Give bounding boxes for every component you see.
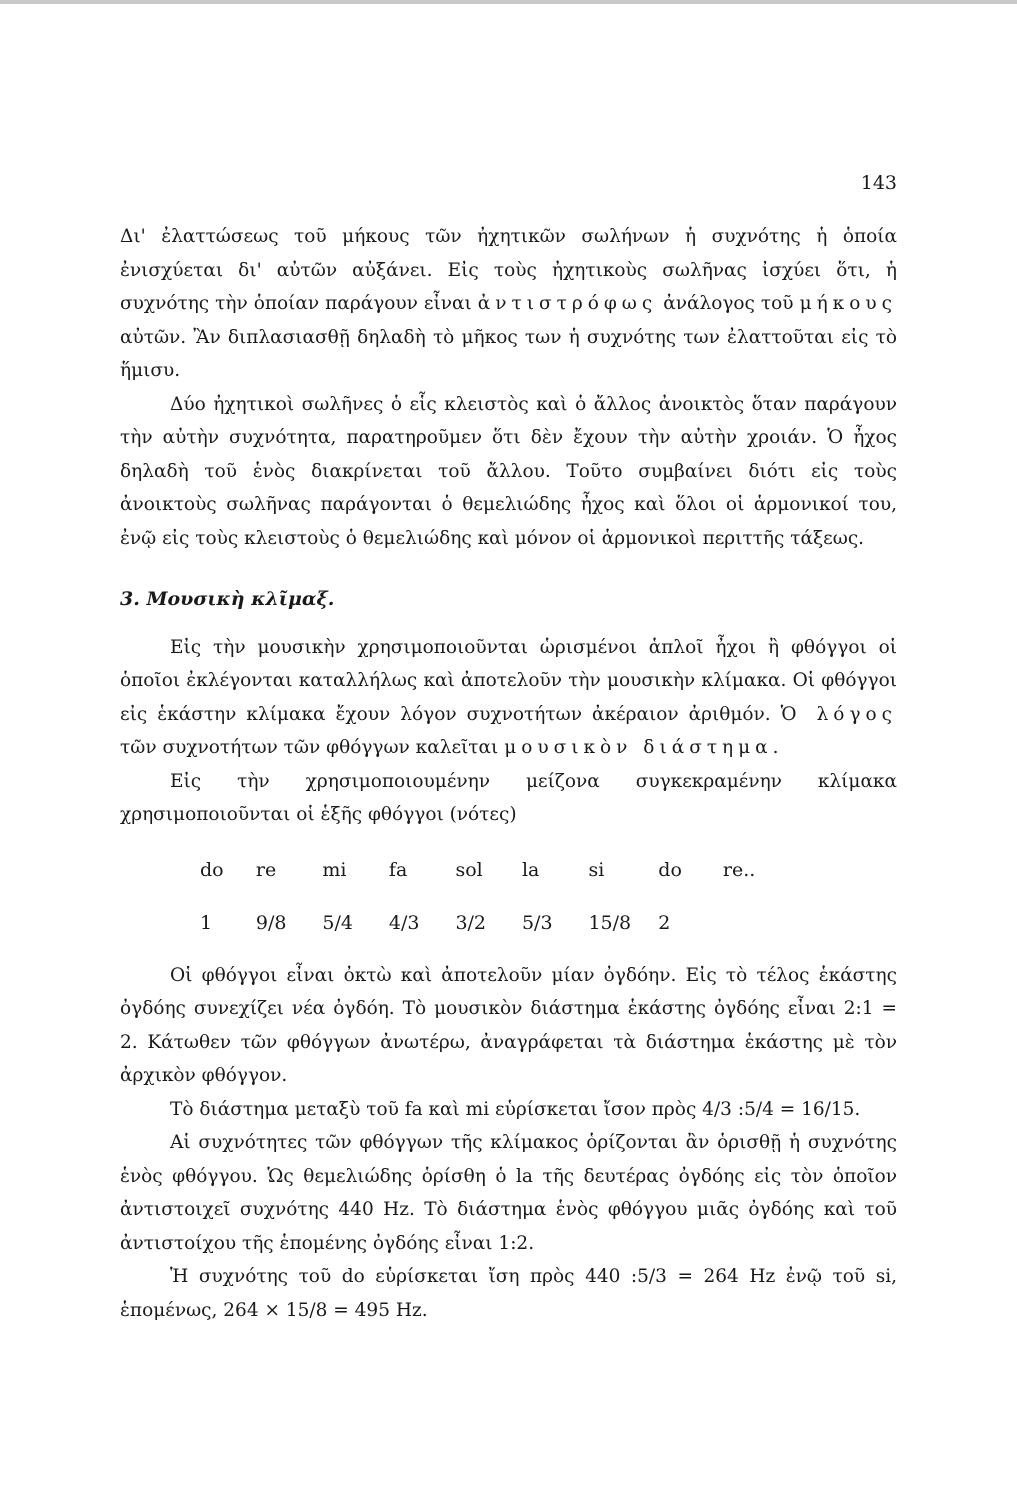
p3-text-a: Εἰς τὴν μουσικὴν χρησιμοποιοῦνται ὡρισμένοι ἁπλοῖ ἦχοι ἢ φθόγγοι οἱ ὁποῖοι ἐκλέγονται καταλλήλως καὶ ἀποτελοῦν τὴν μουσικὴν κλίμακα. Οἱ φθόγγοι εἰς ἑκάστην κλίμακα ἔχουν λόγον συχνοτήτων ἀκέραιον ἀριθμόν. [120,636,897,725]
p1-emphasis-inversely: ἀντιστρόφως [477,293,658,314]
note-ratio: 3/2 [455,912,487,934]
p1-text-b: ἡ συχνότης τὴν ὁποίαν παράγουν εἶναι [120,259,897,314]
note-ratio: 5/4 [322,912,353,934]
paragraph-6: Τὸ διάστημα μεταξὺ τοῦ fa καὶ mi εὑρίσκεται ἴσον πρὸς 4/3 :5/4 = 16/15. [170,1098,861,1120]
note-name: sol [455,858,483,881]
note-ratio: 9/8 [255,912,287,934]
note-name: do [200,858,224,881]
note-name: do [658,858,682,881]
note-ratio: 4/3 [388,912,420,934]
p1-emphasis-length: μήκους [799,293,897,314]
note-name: la [521,858,540,881]
note-ratio: 1 [200,912,213,934]
p3-text-c: τῶν συχνοτήτων τῶν φθόγγων καλεῖται [120,737,499,758]
paragraph-4: Εἰς τὴν χρησιμοποιουμένην μείζονα συγκεκραμένην κλίμακα χρησιμοποιοῦνται οἱ ἑξῆς φθόγγοι (νότες) [120,770,897,825]
p1-text-d: ἀνάλογος τοῦ [663,293,794,314]
paragraph-3 [120,631,897,765]
scan-edge [0,0,1017,4]
notes-row-ratios [120,897,790,951]
note-ratio: 5/3 [521,912,553,934]
notes-table [120,844,790,951]
p3-emphasis-interval: μουσικὸν διάστημα. [504,737,784,758]
paragraph-7: Αἱ συχνότητες τῶν φθόγγων τῆς κλίμακος ὁρίζονται ἂν ὁρισθῇ ἡ συχνότης ἑνὸς φθόγγου. Ὡς θεμελιώδης ὁρίσθη ὁ la τῆς δευτέρας ὀγδόης εἰς τὸν ὁποῖον ἀντιστοιχεῖ συχνότης 440 Hz. Τὸ διάστημα ἑνὸς φθόγγου μιᾶς ὀγδόης καὶ τοῦ ἀντιστοίχου τῆς ἑπομένης ὀγδόης εἶναι 1:2. [120,1132,897,1254]
p1-text-a: Δι' ἐλαττώσεως τοῦ μήκους τῶν ἠχητικῶν σωλήνων ἡ συχνότης ἡ ὁποία ἐνισχύεται δι' αὐτῶν αὐξάνει. Εἰς τοὺς ἠχητικοὺς σωλῆνας ἰσχύει ὅτι, [120,226,897,281]
paragraph-8: Ἡ συχνότης τοῦ do εὑρίσκεται ἴση πρὸς 440 :5/3 = 264 Hz ἐνῷ τοῦ si, ἑπομένως, 264 × 15/8 = 495 Hz. [120,1266,897,1321]
notes-row-names [120,844,790,898]
note-name: fa [388,858,408,881]
p3-emphasis-ratio: Ὁ λόγος [780,703,897,725]
paragraph-5: Οἱ φθόγγοι εἶναι ὀκτὼ καὶ ἀποτελοῦν μίαν ὀγδόην. Εἰς τὸ τέλος ἑκάστης ὀγδόης συνεχίζει νέα ὀγδόη. Τὸ μουσικὸν διάστημα ἑκάστης ὀγδόης εἶναι 2:1 = 2. Κάτωθεν τῶν φθόγγων ἀνωτέρω, ἀναγράφεται τὰ διάστημα ἑκάστης μὲ τὸν ἀρχικὸν φθόγγον. [120,964,897,1086]
note-ratio [723,897,790,951]
note-name: re [255,858,277,881]
paragraph-1 [120,220,897,388]
note-name: re.. [722,858,756,881]
paragraph-2: Δύο ἠχητικοὶ σωλῆνες ὁ εἷς κλειστὸς καὶ ὁ ἄλλος ἀνοικτὸς ὅταν παράγουν τὴν αὐτὴν συχνότητα, παρατηροῦμεν ὅτι δὲν ἔχουν τὴν αὐτὴν χροιάν. Ὁ ἦχος δηλαδὴ τοῦ ἑνὸς διακρίνεται τοῦ ἄλλου. Τοῦτο συμβαίνει διότι εἰς τοὺς ἀνοικτοὺς σωλῆνας παράγονται ὁ θεμελιώδης ἦχος καὶ ὅλοι οἱ ἁρμονικοί του, ἐνῷ εἰς τοὺς κλειστοὺς ὁ θεμελιώδης καὶ μόνον οἱ ἁρμονικοὶ περιττῆς τάξεως. [120,393,897,549]
note-name: mi [322,858,347,881]
note-name: si [588,858,605,881]
note-ratio: 2 [658,912,671,934]
page-number: 143 [860,172,897,194]
p1-text-f: αὐτῶν. Ἂν διπλασιασθῇ δηλαδὴ τὸ μῆκος των ἡ συχνότης των ἐλαττοῦται εἰς τὸ ἥμισυ. [120,326,897,381]
page-body [120,220,897,1327]
section-heading: 3. Μουσικὴ κλῖμαξ. [120,588,335,610]
note-ratio: 15/8 [588,912,632,934]
